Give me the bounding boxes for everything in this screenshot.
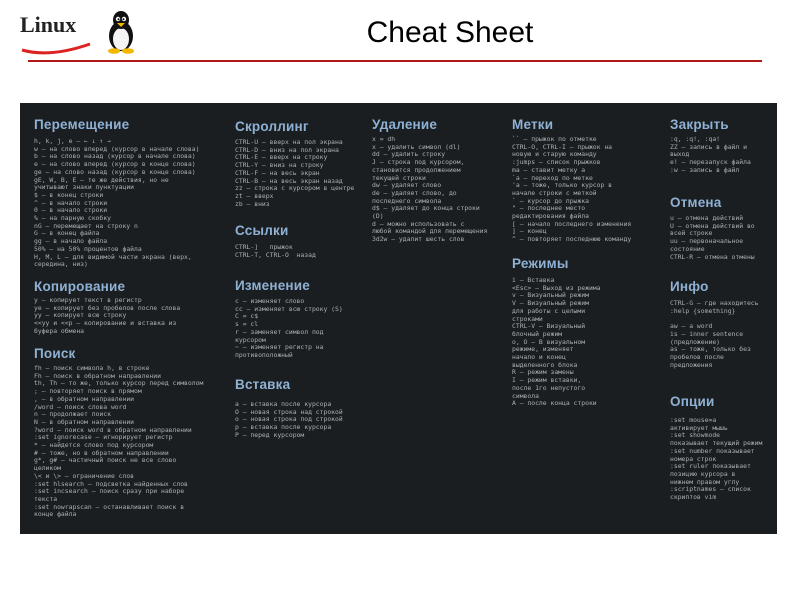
- section-title-options: Опции: [670, 394, 715, 409]
- section-lines-undo: u – отмена действий U – отмена действий во всей строке uu – первоначальное состояние CTRL-R – отмена отмены: [670, 214, 755, 261]
- section-title-undo: Отмена: [670, 195, 722, 210]
- section-title-search: Поиск: [34, 346, 76, 361]
- logo-text: Linux: [20, 12, 77, 37]
- section-lines-marks: `` – прыжок по отметке CTRL-O, CTRL-I – прыжок на новую и старую команду :jumps – список прыжков ma – ставит метку a `a – переход по метке 'a – тоже, только курсор в начале строки с меткой ` – курсор до прыжка " – последнее место редактирования файла [ – начало последнего изменения ] – конец ^ – повторяет последнюю команду: [512, 135, 632, 244]
- section-lines-close: :q, :q!, :qa! ZZ – запись в файл и выход e! – перезапуск файла :w – запись в файл: [670, 135, 751, 174]
- section-lines-copy: y – копирует текст в регистр ye – копирует без пробелов после слова yy – копирует всю строку <<yy и <<p – копирование и вставка из буфера обмена: [34, 296, 181, 335]
- section-title-modes: Режимы: [512, 256, 569, 271]
- section-lines-modes: i – Вставка <Esc> – Выход из режима v – Визуальный режим V – Визуальный режим для работы с целыми строками CTRL-V – Визуальный блочный режим o, O – В визуальном режиме, изменяет начало и конец выделенного блока R – режим замены I – режим вставки, после 1го непустого символа A – после конца строки: [512, 276, 601, 408]
- section-title-close: Закрыть: [670, 117, 729, 132]
- title-divider: [28, 60, 762, 62]
- section-lines-info: CTRL-G – где находитесь :help {something} aw – a word is – inner sentence (предложение) as – тоже, только без пробелов после предложения: [670, 299, 759, 369]
- section-lines-options: :set mouse=a активирует мышь :set showmode показывает текущий режим :set number показывает номера строк :set ruler показывает позицию курсора в нижнем правом углу :scriptnames – список скриптов vim: [670, 416, 763, 502]
- section-lines-search: fh – поиск символа h, в строке Fh – поиск в обратном направлении th, Th – то же, только курсор перед символом ; – повторяет поиск в прямом , – в обратном направлении /word – поиск слова word n – продолжает поиск N – в обратном направлении ?word – поиск word в обратном направлении :set ignorecase – игнорирует регистр * – найдется слово под курсором # – тоже, но в обратном направлении g*, g# – частичный поиск не все слово целиком \< и \> – ограничение слов :set hlsearch – подсветка найденных слов :set incsearch – поиск сразу при наборе текста :set nowrapscan – останавливает поиск в конце файла: [34, 364, 204, 519]
- section-title-change: Изменение: [235, 278, 310, 293]
- section-lines-scroll: CTRL-U – вверх на пол экрана CTRL-D – вниз на пол экрана CTRL-E – вверх на строку CTRL-Y – вниз на строку CTRL-F – на весь экран CTRL-B – на весь экран назад zz – строка с курсором в центре zt – вверх zb – вниз: [235, 138, 355, 208]
- section-lines-links: CTRL-] прыжок CTRL-T, CTRL-O назад: [235, 243, 316, 259]
- section-lines-insert: a – вставка после курсора O – новая строка над строкой o – новая строка под строкой p – вставка после курсора P – перед курсором: [235, 400, 343, 439]
- section-title-scroll: Скроллинг: [235, 119, 309, 134]
- page-title: Cheat Sheet: [366, 16, 534, 49]
- section-lines-change: c – изменяет слово cc – изменяет всю строку (S) C = c$ s = cl r – заменяет символ под курсором ~ – изменяет регистр на противоположный: [235, 297, 343, 359]
- section-lines-move: h, k, j, e – ← ↓ ↑ → w – на слово вперед (курсор в начале слова) b – на слово назад (курсор в начале слова) e – на слово вперед (курсор в конце слова) ge – на слово назад (курсор в конце слова) gE, W, B, E – те же действия, но не учитывают знаки пунктуации $ – в конец строки ^ – в начало строки 0 – в начало строки % – на парную скобку nG – перемещает на строку n G – в конец файла gg – в начало файла 50% – на 50% процентов файла H, M, L – для видимой части экрана (верх, середина, низ): [34, 137, 200, 269]
- section-title-delete: Удаление: [372, 117, 438, 132]
- cheat-sheet-panel: [20, 103, 777, 534]
- section-lines-delete: x = dh x – удалить символ (dl) dd – удалить строку J – строка под курсором, становится продолжением текущей строки dw – удаляет слово de – удаляет слово, до последнего символа d$ – удаляет до конца строки (D) d – можно использовать с любой командой для перемещения 3d2w – удалит шесть слов: [372, 135, 488, 244]
- section-title-links: Ссылки: [235, 223, 289, 238]
- section-title-insert: Вставка: [235, 377, 291, 392]
- section-title-move: Перемещение: [34, 117, 130, 132]
- section-title-info: Инфо: [670, 279, 709, 294]
- section-title-copy: Копирование: [34, 279, 126, 294]
- section-title-marks: Метки: [512, 117, 554, 132]
